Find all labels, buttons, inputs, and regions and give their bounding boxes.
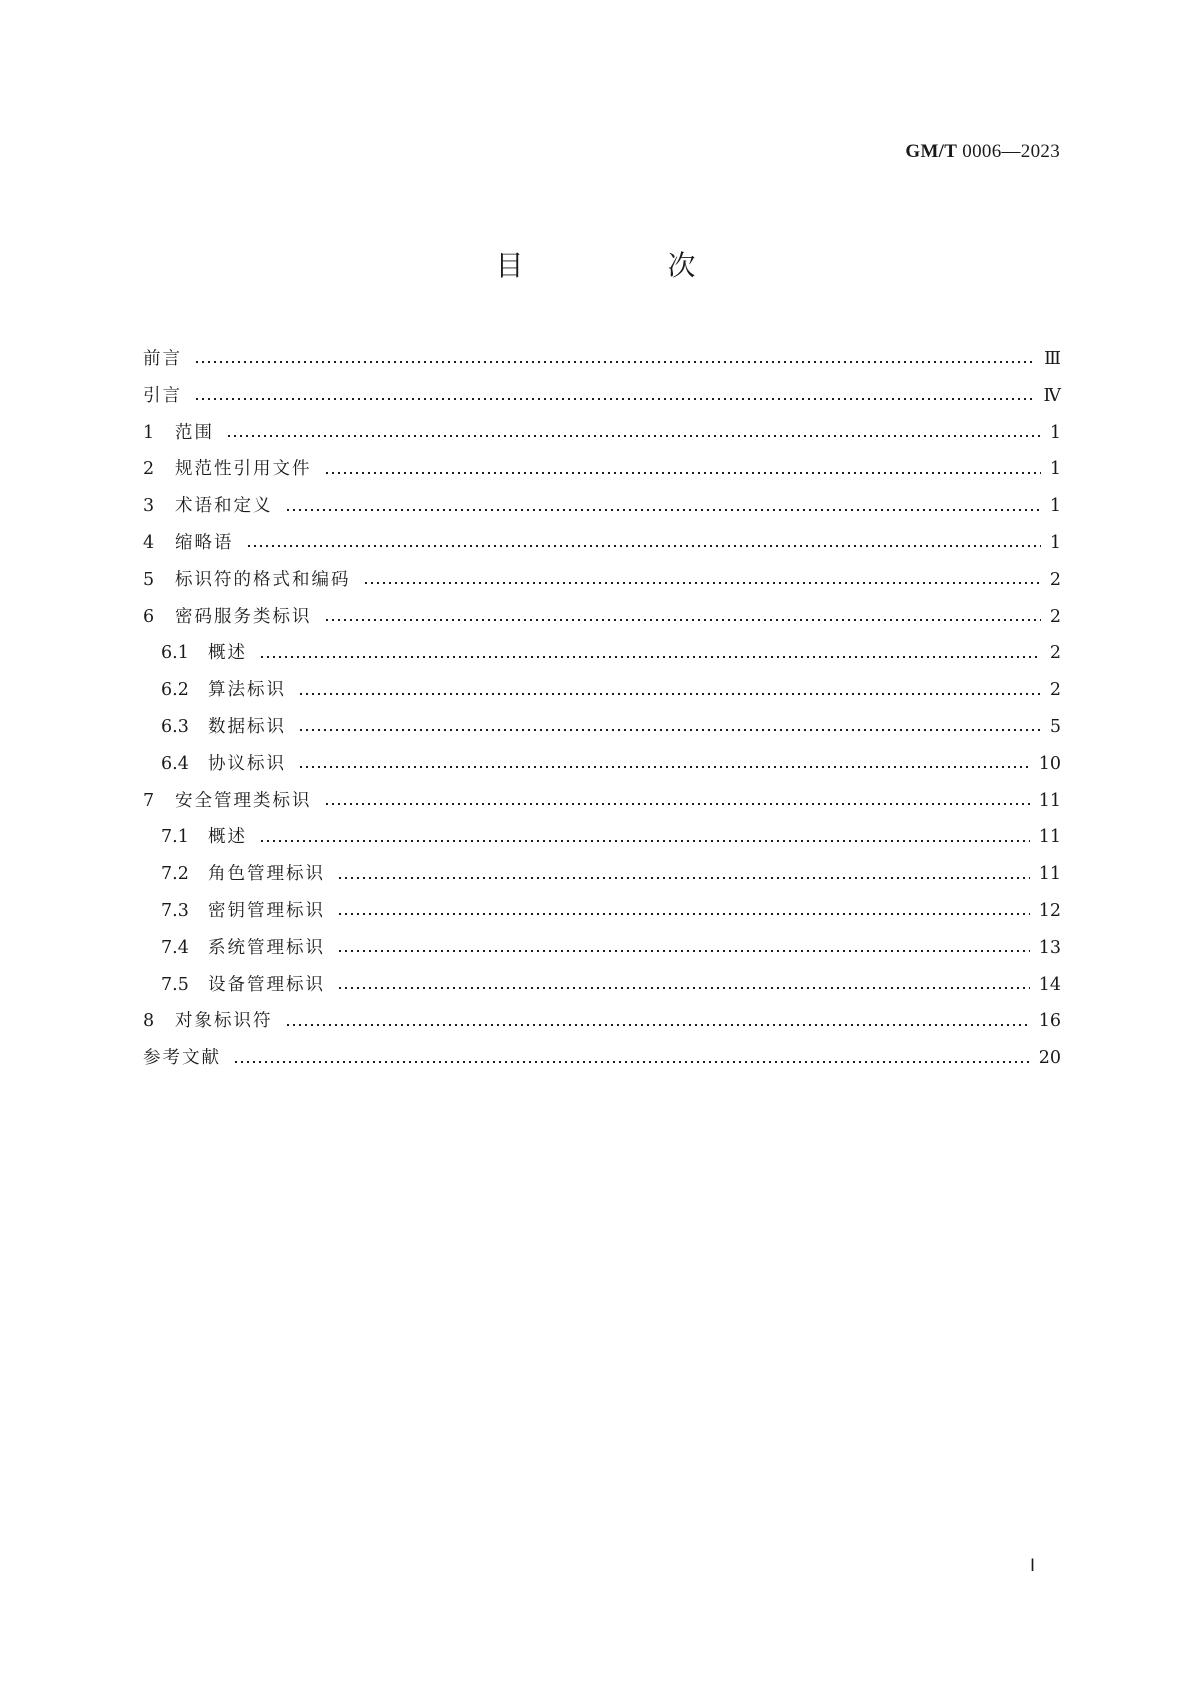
toc-entry[interactable] — [143, 1003, 1061, 1040]
toc-entry[interactable] — [143, 783, 1061, 820]
toc-entry-number: 5 — [143, 569, 155, 590]
toc-entry-page: 2 — [1049, 643, 1061, 664]
toc-entry-label: 前言 — [143, 349, 182, 369]
toc-dot-leader — [246, 544, 1041, 548]
toc-entry-page: 10 — [1038, 753, 1061, 774]
toc-entry[interactable] — [143, 967, 1061, 1004]
toc-entry-label: 规范性引用文件 — [175, 459, 312, 480]
toc-entry-label: 概述 — [208, 643, 247, 664]
toc-entry-label: 协议标识 — [208, 753, 286, 774]
toc-entry-page: 2 — [1049, 606, 1061, 627]
toc-entry[interactable] — [143, 930, 1061, 967]
toc-entry-number: 1 — [143, 422, 155, 443]
toc-entry[interactable] — [143, 488, 1061, 525]
toc-dot-leader — [233, 1060, 1030, 1064]
toc-entry[interactable] — [143, 599, 1061, 636]
toc-entry[interactable] — [143, 341, 1061, 378]
toc-entry-page: Ⅲ — [1044, 349, 1061, 369]
toc-title: 目 次 — [495, 249, 754, 282]
toc-entry-number: 6.2 — [161, 680, 189, 701]
toc-entry-number: 6.4 — [161, 753, 189, 774]
toc-entry-label: 设备管理标识 — [208, 974, 325, 995]
toc-entry-number: 7.2 — [161, 864, 189, 885]
toc-dot-leader — [337, 986, 1030, 990]
toc-entry[interactable] — [143, 562, 1061, 599]
toc-entry[interactable] — [143, 635, 1061, 672]
standard-code-number: 0006—2023 — [962, 141, 1060, 162]
standard-code — [905, 141, 1060, 163]
toc-entry[interactable] — [143, 893, 1061, 930]
toc-entry-label: 缩略语 — [175, 532, 234, 553]
toc-dot-leader — [363, 581, 1041, 585]
toc-entry-page: 5 — [1049, 716, 1061, 737]
toc-entry[interactable] — [143, 1040, 1061, 1077]
toc-entry-label: 系统管理标识 — [208, 937, 325, 958]
toc-entry-page: 14 — [1038, 974, 1061, 995]
toc-dot-leader — [259, 839, 1030, 843]
toc-entry[interactable] — [143, 819, 1061, 856]
toc-entry-label: 安全管理类标识 — [175, 790, 312, 811]
toc-entry-page: 1 — [1049, 459, 1061, 480]
toc-entry-number: 6 — [143, 606, 155, 627]
toc-entry[interactable] — [143, 415, 1061, 452]
toc-entry[interactable] — [143, 451, 1061, 488]
toc-dot-leader — [298, 765, 1030, 769]
toc-entry-label: 范围 — [175, 422, 214, 443]
page-number: Ⅰ — [1030, 1556, 1036, 1575]
toc-dot-leader — [194, 397, 1035, 401]
toc-entry[interactable] — [143, 378, 1061, 415]
toc-entry-label: 密钥管理标识 — [208, 900, 325, 921]
toc-entry-label: 算法标识 — [208, 680, 286, 701]
toc-entry-number: 7.5 — [161, 974, 189, 995]
toc-entry-label: 引言 — [143, 385, 182, 406]
toc-dot-leader — [259, 655, 1041, 659]
toc-entry-label: 数据标识 — [208, 716, 286, 737]
toc-entry-page: 11 — [1038, 827, 1061, 848]
toc-entry-page: 1 — [1049, 422, 1061, 443]
toc-entry-label: 参考文献 — [143, 1048, 221, 1069]
toc-entry-page: 2 — [1049, 569, 1061, 590]
standard-code-prefix: GM/T — [905, 141, 958, 162]
toc-entry-page: 11 — [1038, 790, 1061, 811]
toc-list — [143, 341, 1061, 1077]
toc-entry[interactable] — [143, 525, 1061, 562]
toc-dot-leader — [337, 912, 1030, 916]
toc-entry[interactable] — [143, 746, 1061, 783]
toc-entry-number: 4 — [143, 532, 155, 553]
toc-entry-page: 20 — [1038, 1048, 1061, 1069]
toc-dot-leader — [194, 360, 1035, 364]
toc-entry-page: Ⅳ — [1043, 385, 1061, 406]
toc-entry-number: 8 — [143, 1011, 155, 1032]
toc-dot-leader — [285, 1023, 1030, 1027]
toc-entry-page: 11 — [1038, 864, 1061, 885]
toc-dot-leader — [324, 471, 1041, 475]
toc-entry-number: 7.1 — [161, 827, 189, 848]
toc-entry-label: 概述 — [208, 827, 247, 848]
toc-entry-label: 密码服务类标识 — [175, 606, 312, 627]
toc-dot-leader — [324, 802, 1030, 806]
toc-entry-label: 对象标识符 — [175, 1011, 273, 1032]
toc-dot-leader — [298, 728, 1041, 732]
toc-entry-number: 3 — [143, 496, 155, 517]
toc-dot-leader — [324, 618, 1041, 622]
toc-entry-page: 1 — [1049, 532, 1061, 553]
toc-entry-number: 6.3 — [161, 716, 189, 737]
toc-entry-page: 2 — [1049, 680, 1061, 701]
toc-entry-number: 2 — [143, 459, 155, 480]
toc-entry-number: 7 — [143, 790, 155, 811]
toc-dot-leader — [337, 949, 1030, 953]
toc-entry-number: 7.3 — [161, 900, 189, 921]
toc-entry-page: 13 — [1038, 937, 1061, 958]
toc-entry[interactable] — [143, 856, 1061, 893]
toc-entry[interactable] — [143, 709, 1061, 746]
toc-dot-leader — [337, 876, 1030, 880]
toc-entry-number: 7.4 — [161, 937, 189, 958]
toc-dot-leader — [226, 434, 1041, 438]
toc-entry-page: 1 — [1049, 496, 1061, 517]
toc-entry[interactable] — [143, 672, 1061, 709]
toc-entry-label: 术语和定义 — [175, 496, 273, 517]
toc-entry-label: 标识符的格式和编码 — [175, 569, 351, 590]
toc-entry-number: 6.1 — [161, 643, 189, 664]
toc-dot-leader — [298, 692, 1041, 696]
toc-dot-leader — [285, 508, 1041, 512]
toc-entry-page: 16 — [1038, 1011, 1061, 1032]
toc-entry-label: 角色管理标识 — [208, 864, 325, 885]
toc-entry-page: 12 — [1038, 900, 1061, 921]
